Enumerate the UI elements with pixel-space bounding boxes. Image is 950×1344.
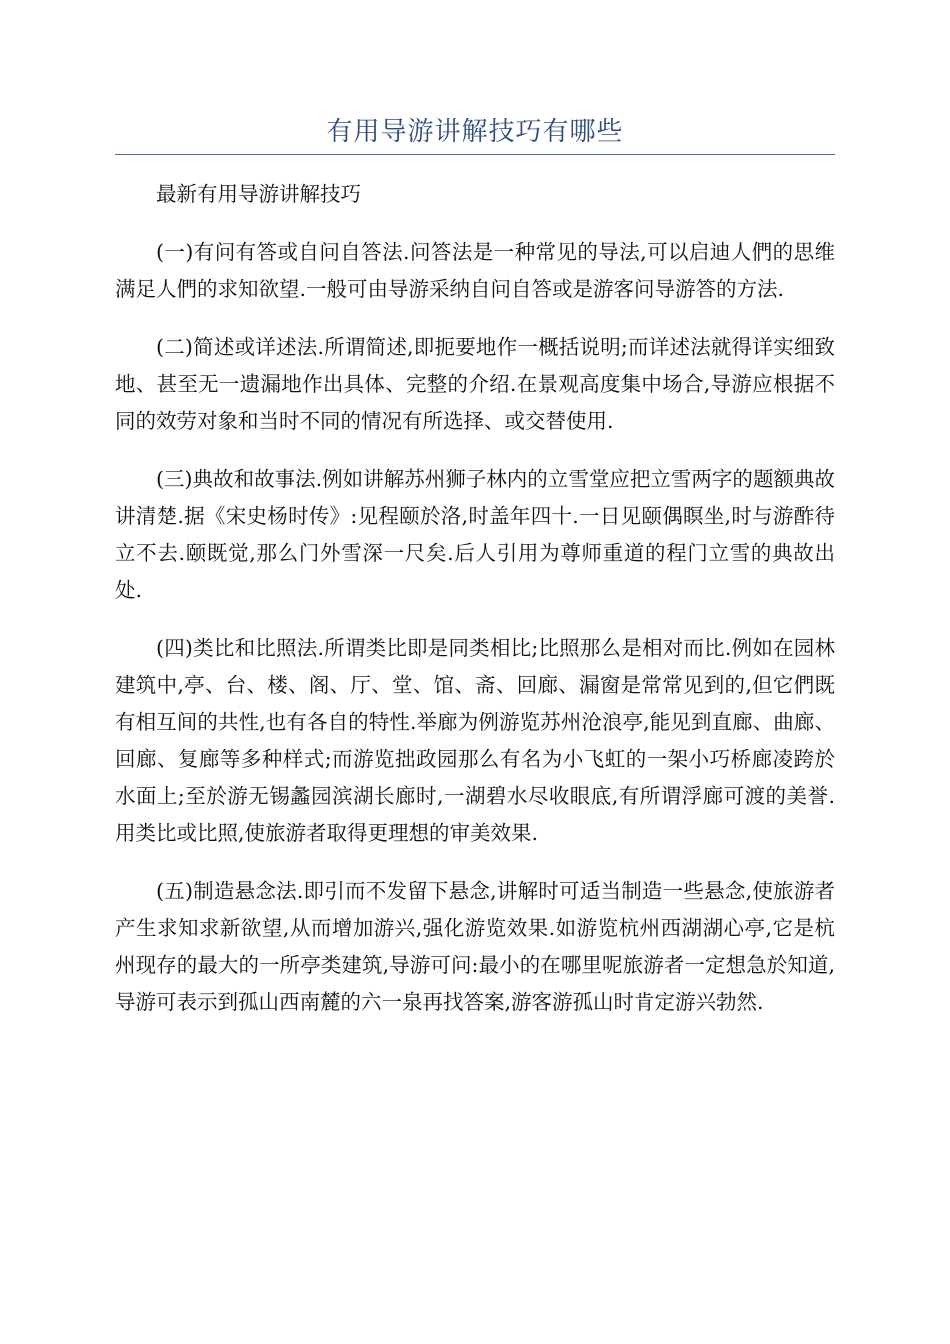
paragraph-1: (一)有问有答或自问自答法.问答法是一种常见的导法,可以启迪人們的思维满足人們的求知欲望.一般可由导游采纳自问自答或是游客问导游答的方法.	[115, 240, 835, 301]
title-underline	[115, 154, 835, 155]
document-title: 有用导游讲解技巧有哪些	[326, 117, 624, 147]
document-body	[115, 176, 835, 1042]
paragraph-5: (五)制造悬念法.即引而不发留下悬念,讲解时可适当制造一些悬念,使旅游者产生求知求新欲望,从而增加游兴,强化游览效果.如游览杭州西湖湖心亭,它是杭州现存的最大的一所亭类建筑,导游可问:最小的在哪里呢旅游者一定想急於知道,导游可表示到孤山西南麓的六一泉再找答案,游客游孤山时肯定游兴勃然.	[115, 879, 835, 1014]
paragraph-2: (二)简述或详述法.所谓简述,即扼要地作一概括说明;而详述法就得详实细致地、甚至无一遗漏地作出具体、完整的介绍.在景观高度集中场合,导游应根据不同的效劳对象和当时不同的情况有所选择、或交替使用.	[115, 335, 835, 433]
paragraph-4: (四)类比和比照法.所谓类比即是同类相比;比照那么是相对而比.例如在园林建筑中,亭、台、楼、阁、厅、堂、馆、斋、回廊、漏窗是常常见到的,但它們既有相互间的共性,也有各自的特性.举廊为例游览苏州沧浪亭,能见到直廊、曲廊、回廊、复廊等多种样式;而游览拙政园那么有名为小飞虹的一架小巧桥廊凌跨於水面上;至於游无锡蠡园滨湖长廊时,一湖碧水尽收眼底,有所谓浮廊可渡的美誉.用类比或比照,使旅游者取得更理想的审美效果.	[115, 636, 835, 845]
paragraph-subtitle: 最新有用导游讲解技巧	[156, 182, 361, 206]
paragraph-3: (三)典故和故事法.例如讲解苏州狮子林内的立雪堂应把立雪两字的题额典故讲清楚.据《宋史杨时传》:见程颐於洛,时盖年四十.一日见颐偶瞑坐,时与游酢待立不去.颐既觉,那么门外雪深一尺矣.后人引用为尊师重道的程门立雪的典故出处.	[115, 467, 835, 602]
